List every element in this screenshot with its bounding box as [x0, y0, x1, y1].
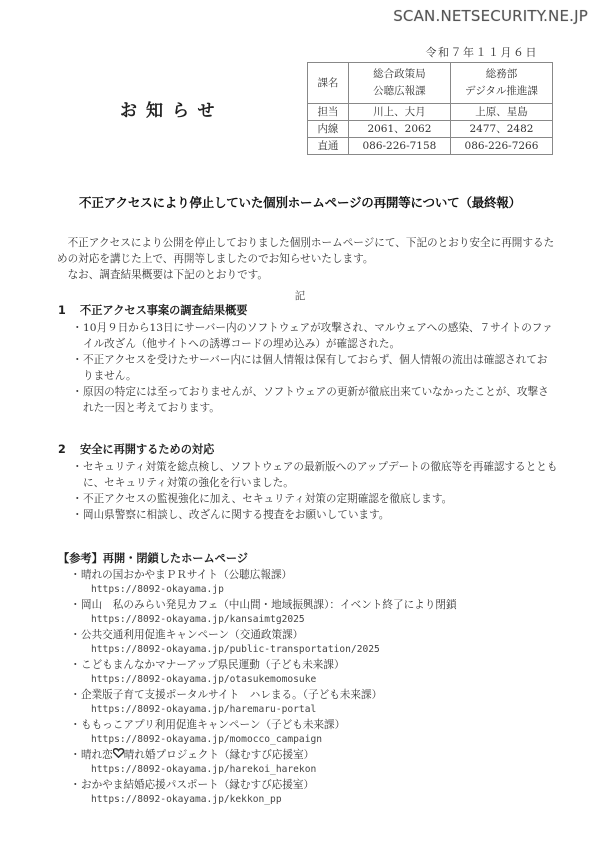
contact-row-extension [308, 121, 553, 138]
contact-row-staff [308, 104, 553, 121]
bullet-icon: ・ [70, 749, 81, 761]
site-name: 晴れの国おかやまＰＲサイト（公聴広報課） [81, 569, 293, 581]
ki-marker: 記 [294, 290, 306, 302]
department-2-bureau: 総務部 [485, 68, 518, 80]
bullet-item [72, 352, 558, 384]
cell: 086-226-7158 [348, 138, 450, 155]
intro-paragraph: なお、調査結果概要は下記のとおりです。 [57, 269, 269, 281]
site-url-link[interactable]: https://8092-okayama.jp/momocco_campaign [91, 734, 323, 745]
bullet-icon: ・ [70, 689, 81, 701]
intro-paragraph: 不正アクセスにより公開を停止しておりました個別ホームページにて、下記のとおり安全に再開するための対応を講じた上で、再開等しましたのでお知らせいたします。 [57, 237, 555, 265]
header-label: 課名 [308, 63, 349, 104]
document-title: 不正アクセスにより停止していた個別ホームページの再開等について（最終報） [79, 195, 521, 210]
section-title: 安全に再開するための対応 [80, 443, 215, 456]
reference-section [58, 550, 558, 807]
section-response [58, 441, 558, 523]
bullet-item [72, 384, 558, 416]
site-name: 企業版子育て支援ポータルサイト ハレまる。（子ども未来課） [81, 689, 383, 701]
section-title: 不正アクセス事案の調査結果概要 [80, 304, 248, 317]
site-name: 岡山 私のみらい発見カフェ（中山間・地域振興課）：イベント終了により閉鎖 [81, 599, 457, 611]
bullet-item [72, 507, 558, 523]
bullet-text: 10月９日から13日にサーバー内のソフトウェアが攻撃され、マルウェアへの感染、７サイトのファイル改ざん（他サイトへの誘導コードの埋め込み）が確認された。 [83, 322, 553, 350]
bullet-item [72, 459, 558, 491]
site-name-part: 晴れ恋 [81, 749, 113, 761]
bullet-text: 不正アクセスを受けたサーバー内には個人情報は保有しておらず、個人情報の流出は確認されておりません。 [83, 354, 548, 382]
bullet-icon: ・ [72, 493, 83, 505]
site-url-link[interactable]: https://8092-okayama.jp/otasukemomosuke [91, 674, 317, 685]
bullet-text: セキュリティ対策を総点検し、ソフトウェアの最新版へのアップデートの徹底等を再確認するとともに、セキュリティ対策の強化を行いました。 [83, 461, 558, 489]
bullet-item [72, 320, 558, 352]
bullet-list [58, 320, 558, 416]
bullet-text: 原因の特定には至っておりませんが、ソフトウェアの更新が徹底出来ていなかったことが、攻撃された一因と考えております。 [83, 386, 549, 414]
reference-item [70, 687, 558, 717]
site-name: ももっこアプリ利用促進キャンペーン（子ども未来課） [81, 719, 346, 731]
section-heading [58, 441, 558, 459]
contact-row-direct [308, 138, 553, 155]
reference-item [70, 747, 558, 777]
bullet-icon: ・ [72, 322, 83, 334]
cell: 086-226-7266 [450, 138, 552, 155]
site-name: こどもまんなかマナーアップ県民運動（子ども未来課） [81, 659, 345, 671]
reference-item [70, 567, 558, 597]
bullet-icon: ・ [70, 719, 81, 731]
site-url-link[interactable]: https://8092-okayama.jp/harekoi_harekon [91, 764, 317, 775]
section-number: 2 [58, 443, 66, 456]
department-2-division: デジタル推進課 [465, 85, 538, 97]
contact-header-row [308, 63, 553, 104]
cell: 2477、2482 [450, 121, 552, 138]
site-name: おかやま結婚応援パスポート（縁むすび応援室） [81, 779, 315, 791]
cell: 2061、2062 [348, 121, 450, 138]
contact-table [307, 62, 553, 155]
issue-date: 令和７年１１月６日 [425, 46, 538, 59]
bullet-item [72, 491, 558, 507]
heart-icon [113, 747, 124, 763]
cell: 川上、大月 [348, 104, 450, 121]
row-label: 担当 [308, 104, 349, 121]
notice-title: お知らせ [120, 101, 224, 121]
site-name-part: 晴れ婚プロジェクト（縁むすび応援室） [123, 749, 315, 761]
intro [57, 235, 557, 283]
site-url-link[interactable]: https://8092-okayama.jp/kekkon_pp [91, 794, 282, 805]
reference-item [70, 627, 558, 657]
bullet-icon: ・ [70, 629, 81, 641]
reference-list [58, 567, 558, 807]
reference-item [70, 657, 558, 687]
bullet-text: 不正アクセスの監視強化に加え、セキュリティ対策の定期確認を徹底します。 [83, 493, 453, 505]
section-heading [58, 302, 558, 320]
site-url-link[interactable]: https://8092-okayama.jp/haremaru-portal [91, 704, 317, 715]
section-investigation [58, 302, 558, 416]
row-label: 直通 [308, 138, 349, 155]
bullet-icon: ・ [72, 509, 83, 521]
department-2 [450, 63, 552, 104]
bullet-icon: ・ [70, 599, 81, 611]
department-1-bureau: 総合政策局 [373, 68, 426, 80]
cell: 上原、星島 [450, 104, 552, 121]
site-url-link[interactable]: https://8092-okayama.jp [91, 584, 224, 595]
site-name [81, 749, 314, 761]
site-url-link[interactable]: https://8092-okayama.jp/public-transportation/2025 [91, 644, 380, 655]
watermark: SCAN.NETSECURITY.NE.JP [393, 7, 588, 25]
bullet-icon: ・ [70, 659, 81, 671]
bullet-icon: ・ [72, 461, 83, 473]
department-1-division: 公聴広報課 [373, 85, 426, 97]
section-number: 1 [58, 304, 66, 317]
department-1 [348, 63, 450, 104]
reference-item [70, 777, 558, 807]
bullet-icon: ・ [70, 569, 81, 581]
reference-item [70, 597, 558, 627]
bullet-icon: ・ [72, 354, 83, 366]
bullet-icon: ・ [72, 386, 83, 398]
reference-title: 【参考】再開・閉鎖したホームページ [58, 552, 248, 565]
reference-item [70, 717, 558, 747]
bullet-text: 岡山県警察に相談し、改ざんに関する捜査をお願いしています。 [83, 509, 390, 521]
bullet-list [58, 459, 558, 523]
row-label: 内線 [308, 121, 349, 138]
bullet-icon: ・ [70, 779, 81, 791]
site-url-link[interactable]: https://8092-okayama.jp/kansaimtg2025 [91, 614, 305, 625]
site-name: 公共交通利用促進キャンペーン（交通政策課） [81, 629, 304, 641]
